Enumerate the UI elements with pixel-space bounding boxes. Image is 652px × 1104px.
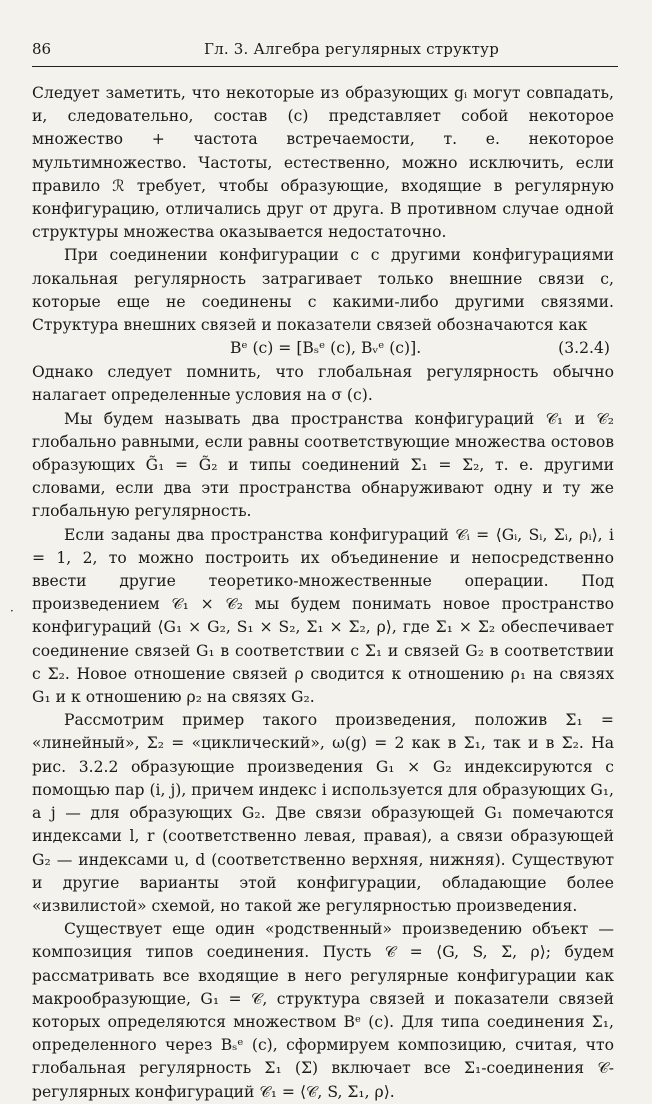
paragraph-2: При соединении конфигурации c с другими конфигурациями локальная регулярность затрагивает только внешние связи c, которые еще не соединены с какими-либо другими связями. Структура внешних связей и показатели связей обозначаются как bbox=[32, 246, 614, 335]
page-body bbox=[32, 82, 614, 1104]
running-head: Гл. 3. Алгебра регулярных структур bbox=[204, 40, 499, 58]
formula-3-2-4 bbox=[32, 337, 614, 361]
formula-expression: Bᵉ (c) = [Bₛᵉ (c), Bᵥᵉ (c)]. bbox=[230, 339, 422, 358]
formula-number: (3.2.4) bbox=[558, 339, 610, 358]
page-number: 86 bbox=[32, 40, 52, 58]
margin-mark: · bbox=[10, 604, 14, 618]
page-header bbox=[32, 36, 618, 67]
paragraph-6: Рассмотрим пример такого произведения, положив Σ₁ = «линейный», Σ₂ = «циклический», ω(g) = 2 как в Σ₁, так и в Σ₂. На рис. 3.2.2 образующие произведения G₁ × G₂ индексируются с помощью пар (i, j), причем индекс i используется для образующих G₁, а j — для образующих G₂. Две связи образующей G₁ помечаются индексами l, r (соответственно левая, правая), а связи образующей G₂ — индексами u, d (соответственно верхняя, нижняя). Существуют и другие варианты этой конфигурации, обладающие более «извилистой» схемой, но такой же регулярностью произведения. bbox=[32, 711, 614, 915]
paragraph-5: Если заданы два пространства конфигураций 𝒞ᵢ = ⟨Gᵢ, Sᵢ, Σᵢ, ρᵢ⟩, i = 1, 2, то можно построить их объединение и непосредственно ввести другие теоретико-множественные операции. Под произведением 𝒞₁ × 𝒞₂ мы будем понимать новое пространство конфигураций ⟨G₁ × G₂, S₁ × S₂, Σ₁ × Σ₂, ρ⟩, где Σ₁ × Σ₂ обеспечивает соединение связей G₁ в соответствии с Σ₁ и связей G₂ в соответствии с Σ₂. Новое отношение связей ρ сводится к отношению ρ₁ на связях G₁ и к отношению ρ₂ на связях G₂. bbox=[32, 525, 614, 707]
paragraph-1: Следует заметить, что некоторые из образующих gᵢ могут совпадать, и, следовательно, состав (c) представляет собой некоторое множество + частота встречаемости, т. е. некоторое мультимножество. Частоты, естественно, можно исключить, если правило ℛ требует, чтобы образующие, входящие в регулярную конфигурацию, отличались друг от друга. В противном случае одной структуры множества оказывается недостаточно. bbox=[32, 84, 614, 242]
paragraph-3: Однако следует помнить, что глобальная регулярность обычно налагает определенные условия на σ (c). bbox=[32, 363, 614, 405]
paragraph-7: Существует еще один «родственный» произведению объект — композиция типов соединения. Пусть 𝒞 = ⟨G, S, Σ, ρ⟩; будем рассматривать все входящие в него регулярные конфигурации как макрообразующие, G₁ = 𝒞, структура связей и показатели связей которых определяются множеством Bᵉ (c). Для типа соединения Σ₁, определенного через Bₛᵉ (c), сформируем композицию, считая, что глобальная регулярность Σ₁ (Σ) включает все Σ₁-соединения 𝒞-регулярных конфигураций 𝒞₁ = ⟨𝒞, S, Σ₁, ρ⟩. bbox=[32, 920, 614, 1101]
paragraph-4: Мы будем называть два пространства конфигураций 𝒞₁ и 𝒞₂ глобально равными, если равны соответствующие множества остовов образующих G̃₁ = G̃₂ и типы соединений Σ₁ = Σ₂, т. е. другими словами, если два эти пространства обнаруживают одну и ту же глобальную регулярность. bbox=[32, 409, 614, 521]
